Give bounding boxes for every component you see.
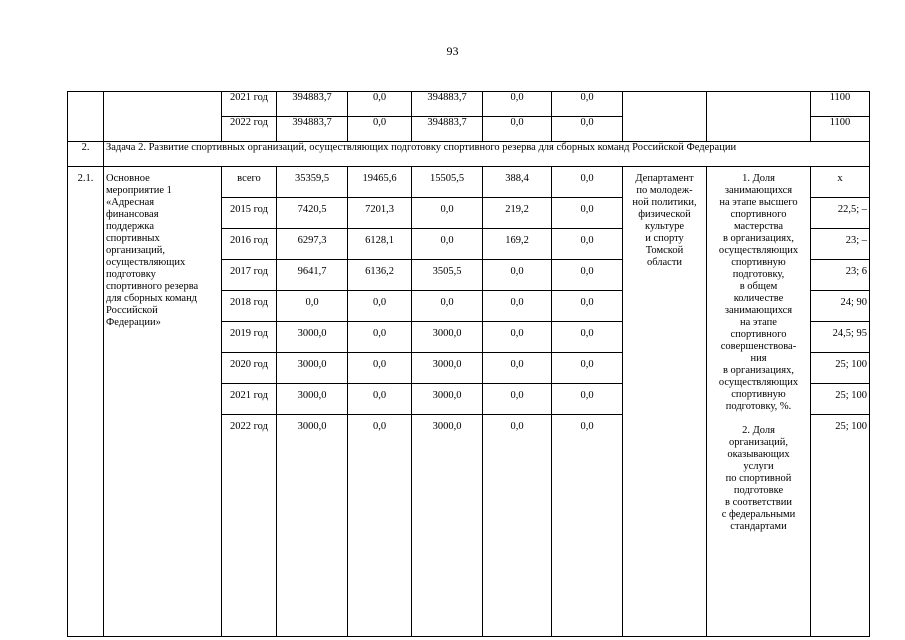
event-number: 2.1.	[68, 167, 104, 637]
federal-cell: 6128,1	[348, 229, 412, 260]
target-cell: 1100	[811, 117, 870, 142]
offbudget-cell: 0,0	[552, 117, 623, 142]
local-cell: 0,0	[483, 117, 552, 142]
total-cell: 6297,3	[277, 229, 348, 260]
event-name-line: организаций,	[106, 245, 165, 256]
year-cell: 2016 год	[222, 229, 277, 260]
event-name-line: спортивного резерва	[106, 281, 199, 292]
offbudget-cell: 0,0	[552, 322, 623, 353]
target-cell: 25; 100	[811, 384, 870, 415]
offbudget-cell: 0,0	[552, 198, 623, 229]
federal-cell: 0,0	[348, 353, 412, 384]
target-cell: 25; 100	[811, 353, 870, 384]
indicator-cell	[707, 167, 811, 637]
year-cell: 2021 год	[222, 92, 277, 117]
indicator-line: в организациях,	[722, 365, 795, 376]
indicator-line: услуги	[743, 461, 774, 472]
year-cell: 2020 год	[222, 353, 277, 384]
regional-cell: 15505,5	[412, 167, 483, 198]
year-cell: 2022 год	[222, 415, 277, 637]
target-cell: 24; 90	[811, 291, 870, 322]
indicator-line: на этапе высшего	[719, 197, 798, 208]
indicator-line: занимающихся	[724, 305, 793, 316]
federal-cell: 0,0	[348, 291, 412, 322]
table-row	[68, 167, 870, 198]
page-number: 93	[446, 44, 459, 58]
total-cell: 35359,5	[277, 167, 348, 198]
local-cell: 0,0	[483, 291, 552, 322]
year-cell: 2018 год	[222, 291, 277, 322]
table-row	[68, 92, 870, 117]
indicator-line: спортивную	[731, 389, 786, 400]
empty-cell	[104, 92, 222, 142]
event-name-line: мероприятие 1	[106, 185, 172, 196]
indicator-line: количестве	[733, 293, 784, 304]
indicator-line: стандартами	[730, 521, 787, 532]
federal-cell: 6136,2	[348, 260, 412, 291]
table-body	[68, 92, 870, 637]
year-cell: 2015 год	[222, 198, 277, 229]
indicator-line: спортивную	[731, 257, 786, 268]
total-cell: 3000,0	[277, 353, 348, 384]
regional-cell: 0,0	[412, 291, 483, 322]
year-cell: 2017 год	[222, 260, 277, 291]
event-name	[104, 167, 222, 637]
department-line: и спорту	[645, 233, 684, 244]
empty-cell	[707, 92, 811, 142]
indicator-line: спортивного	[730, 329, 787, 340]
local-cell: 0,0	[483, 353, 552, 384]
regional-cell: 3505,5	[412, 260, 483, 291]
offbudget-cell: 0,0	[552, 92, 623, 117]
federal-cell: 0,0	[348, 322, 412, 353]
task-number: 2.	[68, 142, 104, 167]
event-name-line: «Адресная	[106, 197, 155, 208]
department-cell	[623, 167, 707, 637]
event-name-line: спортивных	[106, 233, 160, 244]
event-name-line: поддержка	[106, 221, 155, 232]
regional-cell: 394883,7	[412, 92, 483, 117]
offbudget-cell: 0,0	[552, 229, 623, 260]
indicator-line: подготовку,	[732, 269, 785, 280]
target-cell: 22,5; –	[811, 198, 870, 229]
target-cell: 24,5; 95	[811, 322, 870, 353]
local-cell: 219,2	[483, 198, 552, 229]
offbudget-cell: 0,0	[552, 353, 623, 384]
indicator-line: занимающихся	[724, 185, 793, 196]
department-line: ной политики,	[632, 197, 697, 208]
offbudget-cell: 0,0	[552, 415, 623, 637]
department-line: культуре	[645, 221, 684, 232]
federal-cell: 0,0	[348, 117, 412, 142]
task-title: Задача 2. Развитие спортивных организаций, осуществляющих подготовку спортивного резерва для сборных команд Российской Федерации	[104, 142, 870, 167]
department-line: физической	[638, 209, 691, 220]
local-cell: 0,0	[483, 322, 552, 353]
indicator-line: ния	[750, 353, 767, 364]
indicator-line: 2. Доля	[742, 425, 775, 436]
year-cell: 2022 год	[222, 117, 277, 142]
department-line: Департамент	[635, 173, 694, 184]
year-cell: 2019 год	[222, 322, 277, 353]
indicator-line: на этапе	[740, 317, 777, 328]
year-cell: всего	[222, 167, 277, 198]
event-name-line: финансовая	[106, 209, 159, 220]
indicator-line: в организациях,	[722, 233, 795, 244]
indicator-line: с федеральными	[721, 509, 796, 520]
target-cell: 1100	[811, 92, 870, 117]
task-row	[68, 142, 870, 167]
indicator-line: оказывающих	[727, 449, 790, 460]
federal-cell: 19465,6	[348, 167, 412, 198]
federal-cell: 0,0	[348, 415, 412, 637]
regional-cell: 394883,7	[412, 117, 483, 142]
indicator-line: совершенствова-	[720, 341, 797, 352]
regional-cell: 3000,0	[412, 353, 483, 384]
indicator-line: в соответствии	[725, 497, 792, 508]
event-name-line: подготовку	[106, 269, 156, 280]
indicator-line: мастерства	[733, 221, 784, 232]
total-cell: 3000,0	[277, 415, 348, 637]
empty-cell	[68, 92, 104, 142]
total-cell: 0,0	[277, 291, 348, 322]
target-cell: 23; –	[811, 229, 870, 260]
regional-cell: 3000,0	[412, 322, 483, 353]
indicator-line: осуществляющих	[718, 245, 799, 256]
federal-cell: 7201,3	[348, 198, 412, 229]
total-cell: 7420,5	[277, 198, 348, 229]
local-cell: 0,0	[483, 415, 552, 637]
regional-cell: 0,0	[412, 229, 483, 260]
year-cell: 2021 год	[222, 384, 277, 415]
target-cell: x	[811, 167, 870, 198]
department-line: области	[646, 257, 683, 268]
local-cell: 169,2	[483, 229, 552, 260]
total-cell: 394883,7	[277, 92, 348, 117]
total-cell: 3000,0	[277, 384, 348, 415]
local-cell: 388,4	[483, 167, 552, 198]
indicator-line: в общем	[739, 281, 778, 292]
federal-cell: 0,0	[348, 384, 412, 415]
regional-cell: 3000,0	[412, 384, 483, 415]
event-name-line: Основное	[106, 173, 150, 184]
offbudget-cell: 0,0	[552, 167, 623, 198]
indicator-line: организаций,	[729, 437, 788, 448]
event-name-line: Федерации»	[106, 317, 161, 328]
target-cell: 25; 100	[811, 415, 870, 637]
event-name-line: осуществляющих	[106, 257, 186, 268]
empty-cell	[623, 92, 707, 142]
offbudget-cell: 0,0	[552, 260, 623, 291]
offbudget-cell: 0,0	[552, 384, 623, 415]
indicator-line: осуществляющих	[718, 377, 799, 388]
department-line: по молодеж-	[636, 185, 693, 196]
event-name-line: Российской	[106, 305, 158, 316]
indicator-line: по спортивной	[725, 473, 792, 484]
indicator-line: спортивного	[730, 209, 787, 220]
indicator-line: подготовку, %.	[725, 401, 792, 412]
regional-cell: 0,0	[412, 198, 483, 229]
indicator-line: подготовке	[733, 485, 784, 496]
offbudget-cell: 0,0	[552, 291, 623, 322]
regional-cell: 3000,0	[412, 415, 483, 637]
event-name-line: для сборных команд	[106, 293, 198, 304]
federal-cell: 0,0	[348, 92, 412, 117]
target-cell: 23; 6	[811, 260, 870, 291]
total-cell: 9641,7	[277, 260, 348, 291]
department-line: Томской	[645, 245, 684, 256]
indicator-line: 1. Доля	[742, 173, 775, 184]
local-cell: 0,0	[483, 260, 552, 291]
total-cell: 3000,0	[277, 322, 348, 353]
local-cell: 0,0	[483, 384, 552, 415]
budget-table	[67, 91, 870, 637]
local-cell: 0,0	[483, 92, 552, 117]
total-cell: 394883,7	[277, 117, 348, 142]
